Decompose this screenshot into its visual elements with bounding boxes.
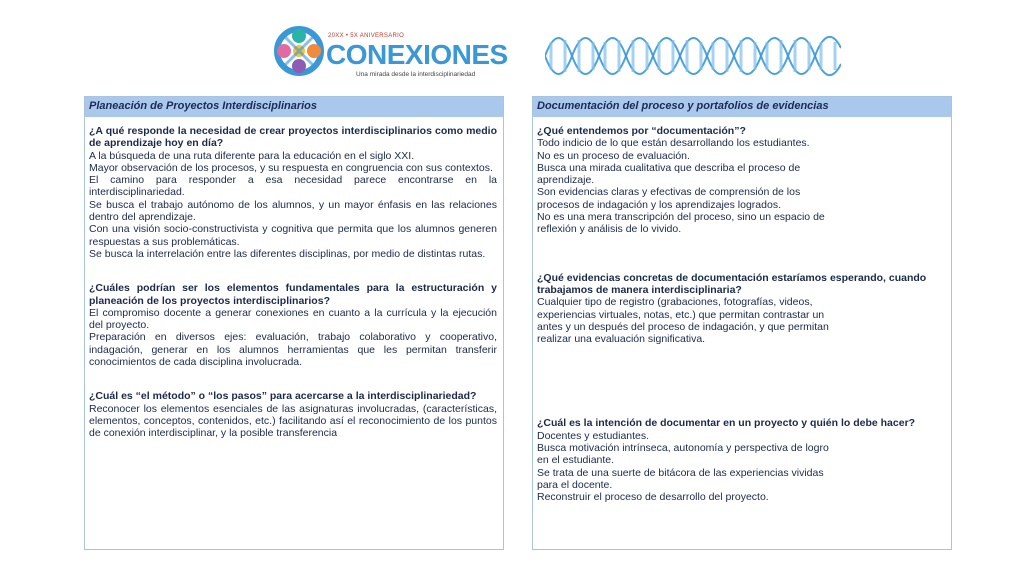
section-line: Mayor observación de los procesos, y su respuesta en congruencia con sus contextos.	[89, 161, 493, 174]
section-question: ¿A qué responde la necesidad de crear proyectos interdisciplinarios como medio de aprendizaje hoy en día?	[89, 125, 497, 150]
planning-panel-header: Planeación de Proyectos Interdisciplinarios	[85, 97, 503, 117]
section-line: No es una mera transcripción del proceso, sino un espacio de	[537, 211, 825, 224]
section-line: Se busca la interrelación entre las diferentes disciplinas, por medio de distintas rutas.	[89, 247, 486, 260]
section-question: ¿Qué entendemos por “documentación”?	[537, 125, 746, 137]
section-line: Preparación en diversos ejes: evaluación, trabajo colaborativo y cooperativo, indagación, generar en los alumnos herramientas que les permitan transferir conocimientos de cada disciplina involucrada.	[89, 331, 497, 369]
logo-subtitle: Una mirada desde la interdisciplinariedad	[356, 71, 476, 78]
section-line: Con una visión socio-constructivista y cognitiva que permita que los alumnos generen respuestas a sus problemáticas.	[89, 223, 497, 248]
section-line: realizar una evaluación significativa.	[537, 333, 706, 346]
documentation-panel	[532, 96, 952, 550]
section-question: ¿Cuál es “el método” o “los pasos” para acercarse a la interdisciplinariedad?	[89, 390, 477, 403]
planning-section-2	[89, 282, 497, 368]
logo-title: CONEXIONES	[326, 39, 508, 70]
section-question: ¿Cuál es la intención de documentar en un proyecto y quién lo debe hacer?	[537, 417, 916, 430]
section-line: Reconocer los elementos esenciales de las asignaturas involucradas, (características, elementos, conceptos, contenidos, etc.) facilitando así el reconocimiento de los puntos de conexión interdisciplinar, y la posible transferencia	[89, 402, 497, 440]
section-line: procesos de indagación y los aprendizajes logrados.	[537, 198, 781, 211]
section-line: Se busca el trabajo autónomo de los alumnos, y un mayor énfasis en las relaciones dentro del aprendizaje.	[89, 198, 497, 224]
planning-section-1	[89, 125, 497, 260]
planning-section-3	[89, 390, 497, 439]
logo-knot-icon	[270, 22, 328, 80]
section-line: en el estudiante.	[537, 454, 615, 467]
documentation-panel-header: Documentación del proceso y portafolios de evidencias	[533, 97, 951, 117]
section-line: No es un proceso de evaluación.	[537, 149, 690, 162]
section-line: Son evidencias claras y efectivas de comprensión de los	[537, 186, 801, 199]
section-line: Cualquier tipo de registro (grabaciones, fotografías, videos,	[537, 296, 813, 309]
conexiones-logo	[270, 22, 508, 86]
section-line: experiencias virtuales, notas, etc.) que permitan contrastar un	[537, 308, 825, 321]
planning-panel	[84, 96, 504, 550]
documentation-section-1	[537, 125, 945, 236]
section-line: El compromiso docente a generar conexiones en cuanto a la currícula y la ejecución del proyecto.	[89, 306, 497, 332]
section-line: reflexión y análisis de lo vivido.	[537, 223, 682, 236]
section-question: ¿Cuáles podrían ser los elementos fundamentales para la estructuración y planeación de los proyectos interdisciplinarios?	[89, 282, 497, 307]
documentation-section-3	[537, 417, 945, 503]
documentation-section-2	[537, 272, 945, 346]
section-question: ¿Qué evidencias concretas de documentación estaríamos esperando, cuando trabajamos de manera interdisciplinaria?	[537, 271, 927, 296]
section-line: Busca motivación intrínseca, autonomía y perspectiva de logro	[537, 442, 829, 455]
section-line: El camino para responder a esa necesidad parece encontrarse en la interdisciplinariedad.	[89, 174, 497, 199]
section-line: para el docente.	[537, 478, 613, 491]
section-line: aprendizaje.	[537, 174, 595, 187]
section-line: Reconstruir el proceso de desarrollo del proyecto.	[537, 491, 769, 504]
section-line: A la búsqueda de una ruta diferente para la educación en el siglo XXI.	[89, 149, 415, 162]
helix-decoration-icon	[545, 28, 841, 84]
section-line: Busca una mirada cualitativa que describa el proceso de	[537, 161, 801, 174]
section-line: antes y un después del proceso de indagación, y que permitan	[537, 320, 829, 333]
section-line: Todo indicio de lo que están desarrollando los estudiantes.	[537, 137, 810, 150]
section-line: Docentes y estudiantes.	[537, 429, 650, 442]
section-line: Se trata de una suerte de bitácora de las experiencias vividas	[537, 466, 824, 479]
logo-anniversary-text: 20XX • 5X ANIVERSARIO	[328, 33, 405, 39]
